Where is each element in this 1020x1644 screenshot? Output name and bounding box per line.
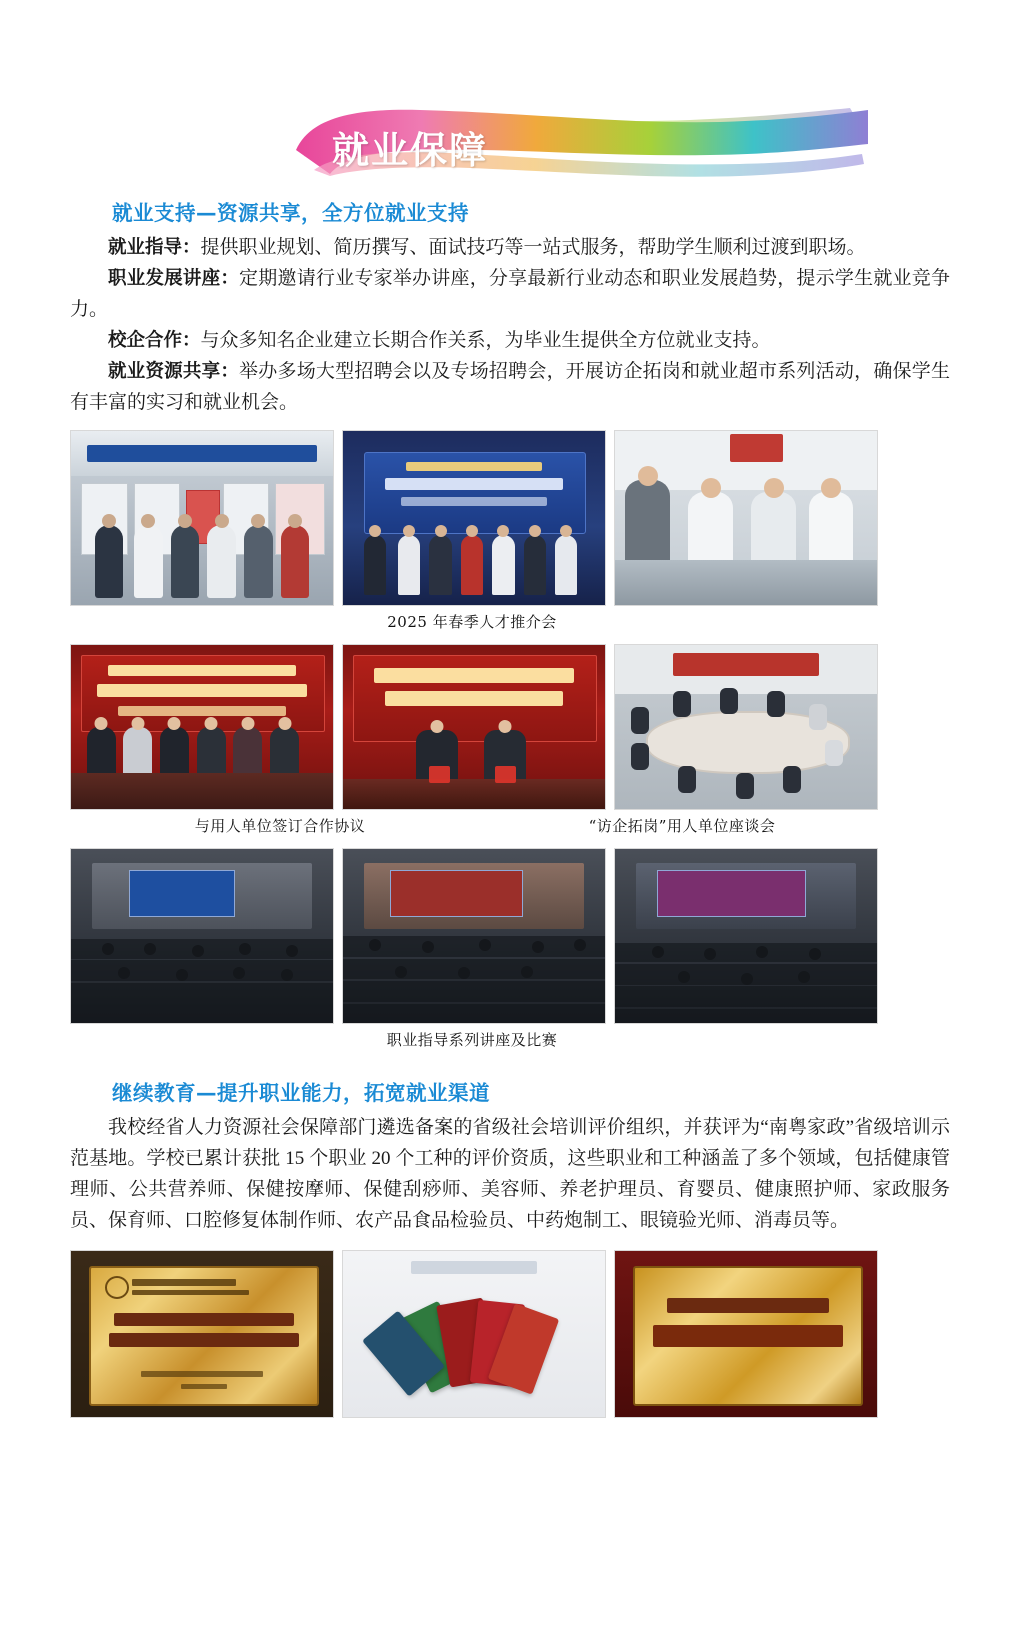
paragraph-lead: 就业指导：	[108, 237, 201, 258]
paragraph-lead: 职业发展讲座：	[108, 268, 240, 289]
photo-caption: 2025 年春季人才推介会	[387, 613, 557, 631]
paragraph-lead: 校企合作：	[108, 330, 201, 351]
photo-stage-ceremony	[342, 430, 606, 606]
paragraph-resource-sharing	[70, 356, 950, 418]
photo-row-certificates	[70, 1250, 950, 1418]
caption-row-recruitment	[70, 606, 950, 632]
paragraph-career-guidance	[70, 232, 950, 263]
photo-row-cooperation	[70, 644, 950, 810]
page-title: 就业保障	[332, 129, 488, 172]
photo-caption: “访企拓岗”用人单位座谈会	[588, 817, 776, 835]
page-banner	[290, 104, 870, 180]
photo-signing-two	[342, 644, 606, 810]
paragraph-text: 定期邀请行业专家举办讲座，分享最新行业动态和职业发展趋势，提示学生就业竞争力。	[70, 268, 950, 320]
caption-row-cooperation	[70, 810, 950, 836]
photo-certificate-books	[342, 1250, 606, 1418]
photo-lecture-hall-1	[70, 848, 334, 1024]
section-heading-continuing-education: 继续教育—提升职业能力，拓宽就业渠道	[112, 1081, 490, 1105]
section-heading-employment-support: 就业支持—资源共享，全方位就业支持	[112, 201, 469, 225]
paragraph-text: 举办多场大型招聘会以及专场招聘会，开展访企拓岗和就业超市系列活动，确保学生有丰富的实习和就业机会。	[70, 361, 950, 413]
paragraph-career-lectures	[70, 263, 950, 325]
paragraph-lead: 就业资源共享：	[108, 361, 240, 382]
paragraph-continuing-education	[70, 1112, 950, 1236]
paragraph-text: 我校经省人力资源社会保障部门遴选备案的省级社会培训评价组织，并获评为“南粤家政”省级培训示范基地。学校已累计获批 15 个职业 20 个工种的评价资质，这些职业和工种涵盖了多个领域，包括健康管理师、公共营养师、保健按摩师、保健刮痧师、美容师、养老护理员、育婴员、健康照护师、家政服务员、保育师、口腔修复体制作师、农产品食品检验员、中药炮制工、眼镜验光师、消毒员等。	[70, 1117, 950, 1231]
paragraph-text: 与众多知名企业建立长期合作关系，为毕业生提供全方位就业支持。	[200, 330, 771, 351]
paragraph-text: 提供职业规划、简历撰写、面试技巧等一站式服务，帮助学生顺利过渡到职场。	[200, 237, 866, 258]
photo-caption: 职业指导系列讲座及比赛	[386, 1031, 558, 1049]
document-content	[70, 196, 950, 1418]
photo-job-fair-booths	[70, 430, 334, 606]
photo-certificate-plaque-evaluation	[70, 1250, 334, 1418]
photo-roundtable-meeting	[614, 644, 878, 810]
photo-signing-group	[70, 644, 334, 810]
paragraph-school-enterprise	[70, 325, 950, 356]
photo-row-lectures	[70, 848, 950, 1024]
photo-lecture-hall-2	[342, 848, 606, 1024]
photo-row-recruitment	[70, 430, 950, 606]
photo-caption: 与用人单位签订合作协议	[194, 817, 366, 835]
caption-row-lectures	[70, 1024, 950, 1050]
photo-interview-desk	[614, 430, 878, 606]
photo-lecture-hall-3	[614, 848, 878, 1024]
photo-certificate-plaque-nanyue	[614, 1250, 878, 1418]
